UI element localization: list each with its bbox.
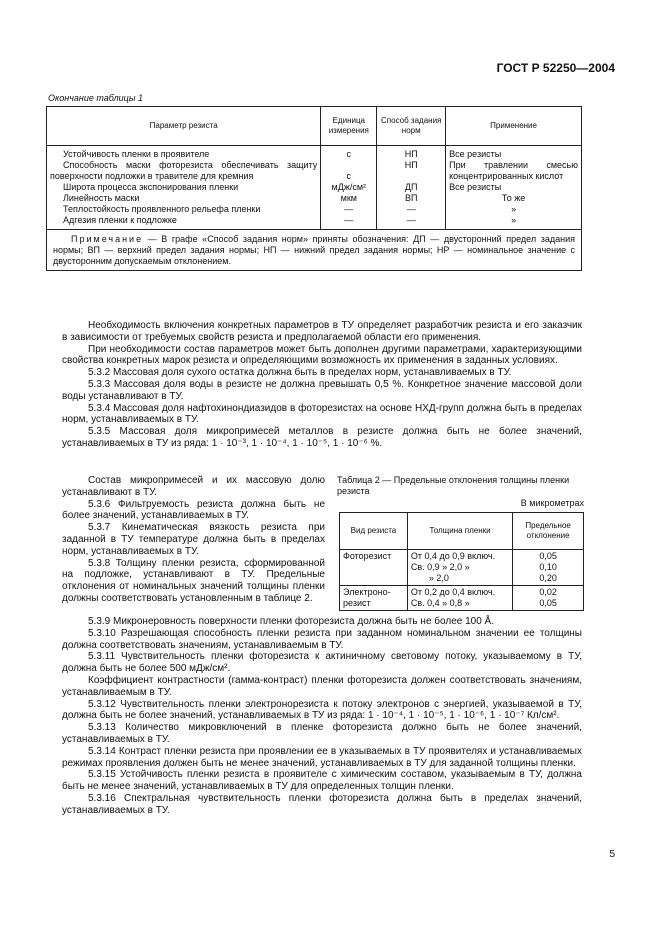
thickness-line: От 0,2 до 0,4 включ.	[410, 587, 496, 597]
deviation-value: 0,02	[539, 587, 557, 597]
paragraph: Коэффициент контрастности (гамма-контраст) пленки фоторезиста должен соответствовать значениям, устанавливаемым в ТУ.	[62, 674, 582, 698]
table1-header-application: Применение	[446, 107, 582, 146]
cell-thickness	[407, 586, 512, 611]
cell-unit: мДж/см²	[321, 182, 377, 193]
cell-param: Линейность маски	[47, 193, 321, 204]
deviation-value: 0,10	[539, 562, 557, 572]
cell-norm: —	[377, 215, 446, 230]
table1-header-row	[47, 107, 582, 146]
cell-unit: с	[321, 160, 377, 182]
document-header: ГОСТ Р 52250—2004	[496, 61, 615, 75]
cell-application: То же	[446, 193, 582, 204]
paragraph: 5.3.15 Устойчивость пленки резиста в проявителе с химическим составом, указываемым в ТУ, должна быть не менее значений, устанавливаемых в ТУ для определенных толщин пленки.	[62, 769, 582, 793]
cell-param: Устойчивость пленки в проявителе	[47, 146, 321, 161]
table2-header-thickness: Толщина пленки	[407, 513, 512, 550]
table-row	[47, 160, 582, 182]
table1-header-norm: Способ задания норм	[377, 107, 446, 146]
table-row	[340, 586, 584, 611]
cell-unit: —	[321, 215, 377, 230]
table-row	[47, 215, 582, 230]
note-text: — В графе «Способ задания норм» приняты обозначения: ДП — двусторонний предел задания нормы; ВП — верхний предел задания нормы; НП — нижний предел задания нормы; НР — номинальное значение с двусторонним допускаемым отклонением.	[53, 234, 575, 266]
cell-application: »	[446, 215, 582, 230]
thickness-line: Св. 0,4 » 0,8 »	[410, 598, 470, 608]
paragraph: 5.3.8 Толщину пленки резиста, сформированной на подложке, устанавливают в ТУ. Предельные отклонения от номинальных значений толщины пленки должны соответствовать установленным в таблице 2.	[62, 557, 325, 604]
table-row	[340, 550, 584, 586]
paragraph: При необходимости состав параметров может быть дополнен другими параметрами, характеризующими свойства конкретных марок резиста и определяющими возможность их применения в заданных условиях.	[62, 343, 582, 367]
cell-application: »	[446, 204, 582, 215]
note-label: Примечание	[71, 234, 144, 244]
cell-type: Фоторезист	[340, 550, 408, 586]
cell-unit: с	[321, 146, 377, 161]
cell-application: Все резисты	[446, 146, 582, 161]
paragraph: 5.3.5 Массовая доля микропримесей металлов в резисте должна быть не более значений, устанавливаемых в ТУ из ряда: 1 · 10⁻³, 1 · 10⁻⁴, 1 · 10⁻⁵, 1 · 10⁻⁶ %.	[62, 426, 582, 449]
table2-unit: В микрометрах	[520, 498, 584, 508]
cell-unit: мкм	[321, 193, 377, 204]
cell-norm: НП	[377, 146, 446, 161]
table1-caption: Окончание таблицы 1	[48, 93, 143, 103]
table2-header-row	[340, 513, 584, 550]
paragraph: Необходимость включения конкретных параметров в ТУ определяет разработчик резиста и его заказчик в зависимости от требуемых свойств резиста и предполагаемой области его применения.	[62, 320, 582, 343]
cell-application: При травлении смесью концентрированных кислот	[446, 160, 582, 182]
paragraph: 5.3.16 Спектральная чувствительность пленки фоторезиста должна быть в пределах значений, устанавливаемых в ТУ.	[62, 792, 582, 816]
thickness-line: Св. 0,9 » 2,0 »	[410, 562, 470, 572]
paragraph: Состав микропримесей и их массовую долю устанавливают в ТУ.	[62, 475, 325, 498]
paragraph: 5.3.6 Фильтруемость резиста должна быть не более значений, устанавливаемых в ТУ.	[62, 498, 325, 522]
paragraph: 5.3.12 Чувствительность пленки электронорезиста к потоку электронов с энергией, указываемой в ТУ, должна быть не более значений, устанавливаемых в ТУ из ряда: 1 · 10⁻⁴, 1 · 10⁻⁵, 1 · 10⁻⁶, 1 · 10⁻⁷ Кл/см².	[62, 698, 582, 722]
paragraph: 5.3.2 Массовая доля сухого остатка должна быть в пределах норм, устанавливаемых в ТУ.	[88, 367, 512, 379]
cell-thickness	[407, 550, 512, 586]
table2-header-deviation: Предельное отклонение	[513, 513, 584, 550]
page-number: 5	[609, 849, 615, 860]
paragraph: 5.3.13 Количество микровключений в пленке фоторезиста должно быть не более значений, устанавливаемых в ТУ.	[62, 722, 582, 745]
body-text-bottom	[62, 616, 582, 817]
cell-norm: НП	[377, 160, 446, 182]
paragraph: 5.3.11 Чувствительность пленки фоторезиста к актиничному световому потоку, указываемому в ТУ, должна быть не более 500 мДж/см².	[62, 651, 582, 675]
cell-deviation	[513, 550, 584, 586]
cell-unit: —	[321, 204, 377, 215]
table1-note-row	[47, 230, 582, 271]
cell-application: Все резисты	[446, 182, 582, 193]
cell-norm: —	[377, 204, 446, 215]
table-row	[47, 182, 582, 193]
cell-norm: ВП	[377, 193, 446, 204]
table1	[46, 106, 582, 271]
table-row	[47, 204, 582, 215]
paragraph: 5.3.14 Контраст пленки резиста при проявлении ее в указываемых в ТУ проявителях и устанавливаемых режимах проявления должен быть не менее значений, устанавливаемых в ТУ для заданной толщины пленки.	[62, 745, 582, 769]
thickness-line: От 0,4 до 0,9 включ.	[410, 551, 496, 561]
cell-deviation	[513, 586, 584, 611]
table-row	[47, 146, 582, 161]
cell-param: Теплостойкость проявленного рельефа пленки	[47, 204, 321, 215]
paragraph: 5.3.7 Кинематическая вязкость резиста при заданной в ТУ температуре должна быть в пределах норм, устанавливаемых в ТУ.	[62, 522, 325, 557]
table2-header-type: Вид резиста	[340, 513, 408, 550]
paragraph: 5.3.3 Массовая доля воды в резисте не должна превышать 0,5 %. Конкретное значение массовой доли воды устанавливают в ТУ.	[62, 378, 582, 402]
paragraph: 5.3.9 Микронеровность поверхности пленки фоторезиста должна быть не более 100 Å.	[88, 616, 495, 627]
paragraph: 5.3.10 Разрешающая способность пленки резиста при заданном номинальном значении ее толщины должна соответствовать значениям, устанавливаемым в ТУ.	[62, 627, 582, 651]
paragraph: 5.3.4 Массовая доля нафтохинондиазидов в фоторезистах на основе НХД-групп должна быть в пределах норм, устанавливаемых в ТУ.	[62, 402, 582, 426]
body-text-narrow	[62, 475, 325, 605]
deviation-value: 0,05	[539, 598, 557, 608]
cell-param: Способность маски фоторезиста обеспечивать защиту поверхности подложки в травителе для кремния	[47, 160, 321, 182]
cell-param: Адгезия пленки к подложке	[47, 215, 321, 230]
deviation-value: 0,05	[539, 551, 557, 561]
deviation-value: 0,20	[539, 573, 557, 583]
table1-header-unit: Единица измерения	[321, 107, 377, 146]
body-text-top	[62, 320, 582, 450]
table1-note	[47, 230, 582, 271]
table2	[339, 512, 584, 611]
table2-caption: Таблица 2 — Предельные отклонения толщины пленки резиста	[337, 475, 570, 496]
cell-param: Широта процесса экспонирования пленки	[47, 182, 321, 193]
cell-norm: ДП	[377, 182, 446, 193]
cell-type: Электроно-резист	[340, 586, 408, 611]
table-row	[47, 193, 582, 204]
table1-header-param: Параметр резиста	[47, 107, 321, 146]
thickness-line: » 2,0	[428, 573, 449, 583]
